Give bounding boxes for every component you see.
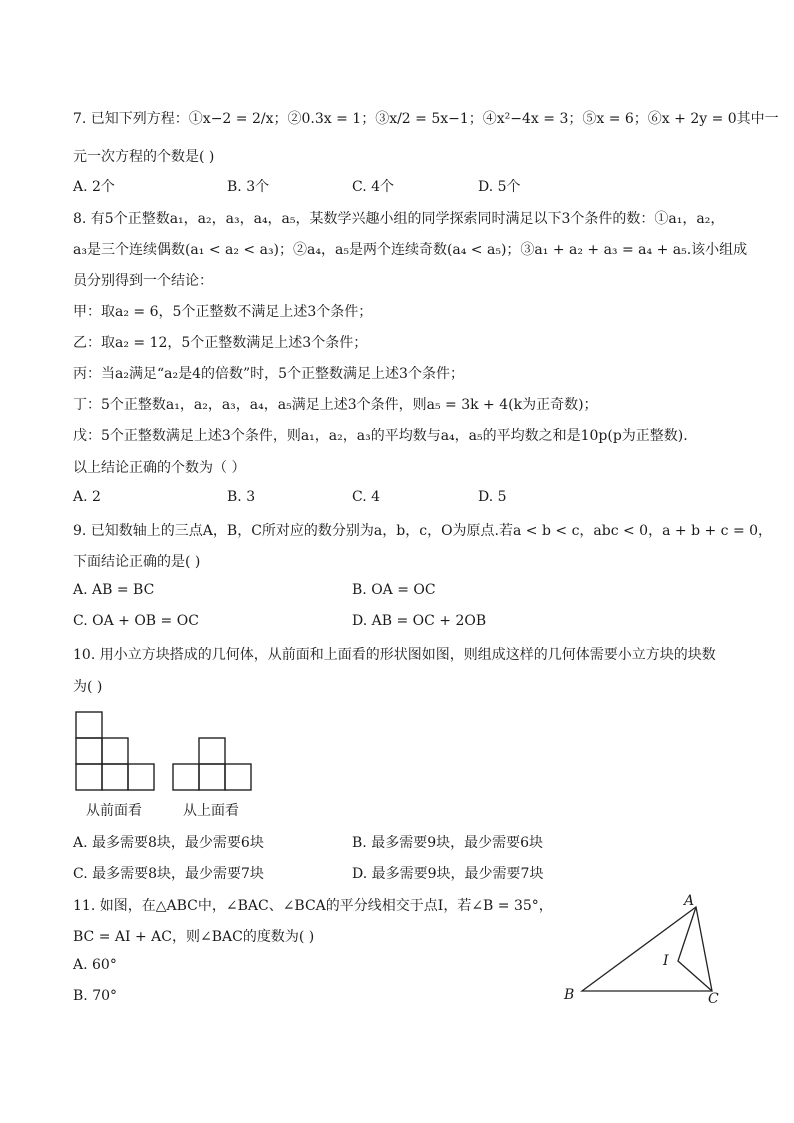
q8-option-c: C. 4	[352, 489, 381, 505]
q8-conclusion: 以上结论正确的个数为（ ）	[73, 460, 246, 476]
q8-statement-yi: 乙：取a₂ = 12，5个正整数满足上述3个条件；	[73, 335, 368, 351]
q11-option-b: B. 70°	[73, 988, 118, 1004]
q8-stem-line1: 8. 有5个正整数a₁，a₂，a₃，a₄，a₅，某数学兴趣小组的同学探索同时满足以下3个条件的数：①a₁，a₂，	[73, 211, 725, 227]
q11-stem-line2: BC = AI + AC，则∠BAC的度数为( )	[73, 929, 315, 945]
cube-views-figure	[72, 708, 262, 794]
q9-stem-line1: 9. 已知数轴上的三点A，B，C所对应的数分别为a，b，c，O为原点.若a < b < c，abc < 0，a + b + c = 0，	[73, 523, 773, 539]
front-view-grid	[76, 712, 154, 790]
q8-statement-ding: 丁：5个正整数a₁，a₂，a₃，a₄，a₅满足上述3个条件，则a₅ = 3k + 4(k为正奇数)；	[73, 397, 598, 413]
q10-option-b: B. 最多需要9块，最少需要6块	[352, 835, 544, 851]
top-view-grid	[173, 738, 251, 790]
point-i-label: I	[663, 953, 669, 969]
q8-statement-jia: 甲：取a₂ = 6，5个正整数不满足上述3个条件；	[73, 304, 373, 320]
q9-stem-line2: 下面结论正确的是( )	[73, 554, 201, 570]
vertex-b-label: B	[564, 987, 575, 1003]
front-view-label: 从前面看	[86, 803, 142, 819]
q9-option-c: C. OA + OB = OC	[73, 613, 199, 629]
q7-stem-line2: 元一次方程的个数是( )	[73, 149, 215, 165]
q11-stem-line1: 11. 如图，在△ABC中，∠BAC、∠BCA的平分线相交于点I，若∠B = 35°，	[73, 898, 553, 914]
angle-bisectors	[678, 907, 712, 991]
q7-option-b: B. 3个	[227, 179, 270, 195]
q8-option-a: A. 2	[73, 489, 101, 505]
q8-statement-bing: 丙：当a₂满足“a₂是4的倍数”时，5个正整数满足上述3个条件；	[73, 366, 464, 382]
vertex-a-label: A	[684, 893, 695, 909]
q8-option-d: D. 5	[478, 489, 507, 505]
vertex-c-label: C	[708, 991, 719, 1007]
top-view-label: 从上面看	[183, 803, 239, 819]
q9-option-d: D. AB = OC + 2OB	[352, 613, 487, 629]
q9-option-b: B. OA = OC	[352, 582, 436, 598]
q10-option-a: A. 最多需要8块，最少需要6块	[73, 835, 264, 851]
q10-option-d: D. 最多需要9块，最少需要7块	[352, 866, 544, 882]
triangle-abc-figure	[560, 895, 730, 1010]
q8-option-b: B. 3	[227, 489, 256, 505]
q10-stem-line1: 10. 用小立方块搭成的几何体，从前面和上面看的形状图如图，则组成这样的几何体需要小立方块的块数	[73, 647, 716, 663]
q10-stem-line2: 为( )	[73, 679, 103, 695]
q7-stem-line1: 7. 已知下列方程：①x−2 = 2/x；②0.3x = 1；③x/2 = 5x−1；④x²−4x = 3；⑤x = 6；⑥x + 2y = 0其中一	[73, 111, 779, 127]
q10-option-c: C. 最多需要8块，最少需要7块	[73, 866, 264, 882]
q7-option-d: D. 5个	[478, 179, 521, 195]
q7-option-c: C. 4个	[352, 179, 395, 195]
q8-statement-wu: 戊：5个正整数满足上述3个条件，则a₁，a₂，a₃的平均数与a₄，a₅的平均数之和是10p(p为正整数).	[73, 428, 688, 444]
triangle-abc	[582, 907, 712, 991]
q11-option-a: A. 60°	[73, 957, 117, 973]
q7-option-a: A. 2个	[73, 179, 115, 195]
q8-stem-line3: 员分别得到一个结论：	[73, 273, 213, 289]
q9-option-a: A. AB = BC	[73, 582, 155, 598]
q8-stem-line2: a₃是三个连续偶数(a₁ < a₂ < a₃)；②a₄，a₅是两个连续奇数(a₄ < a₅)；③a₁ + a₂ + a₃ = a₄ + a₅.该小组成	[73, 242, 748, 258]
